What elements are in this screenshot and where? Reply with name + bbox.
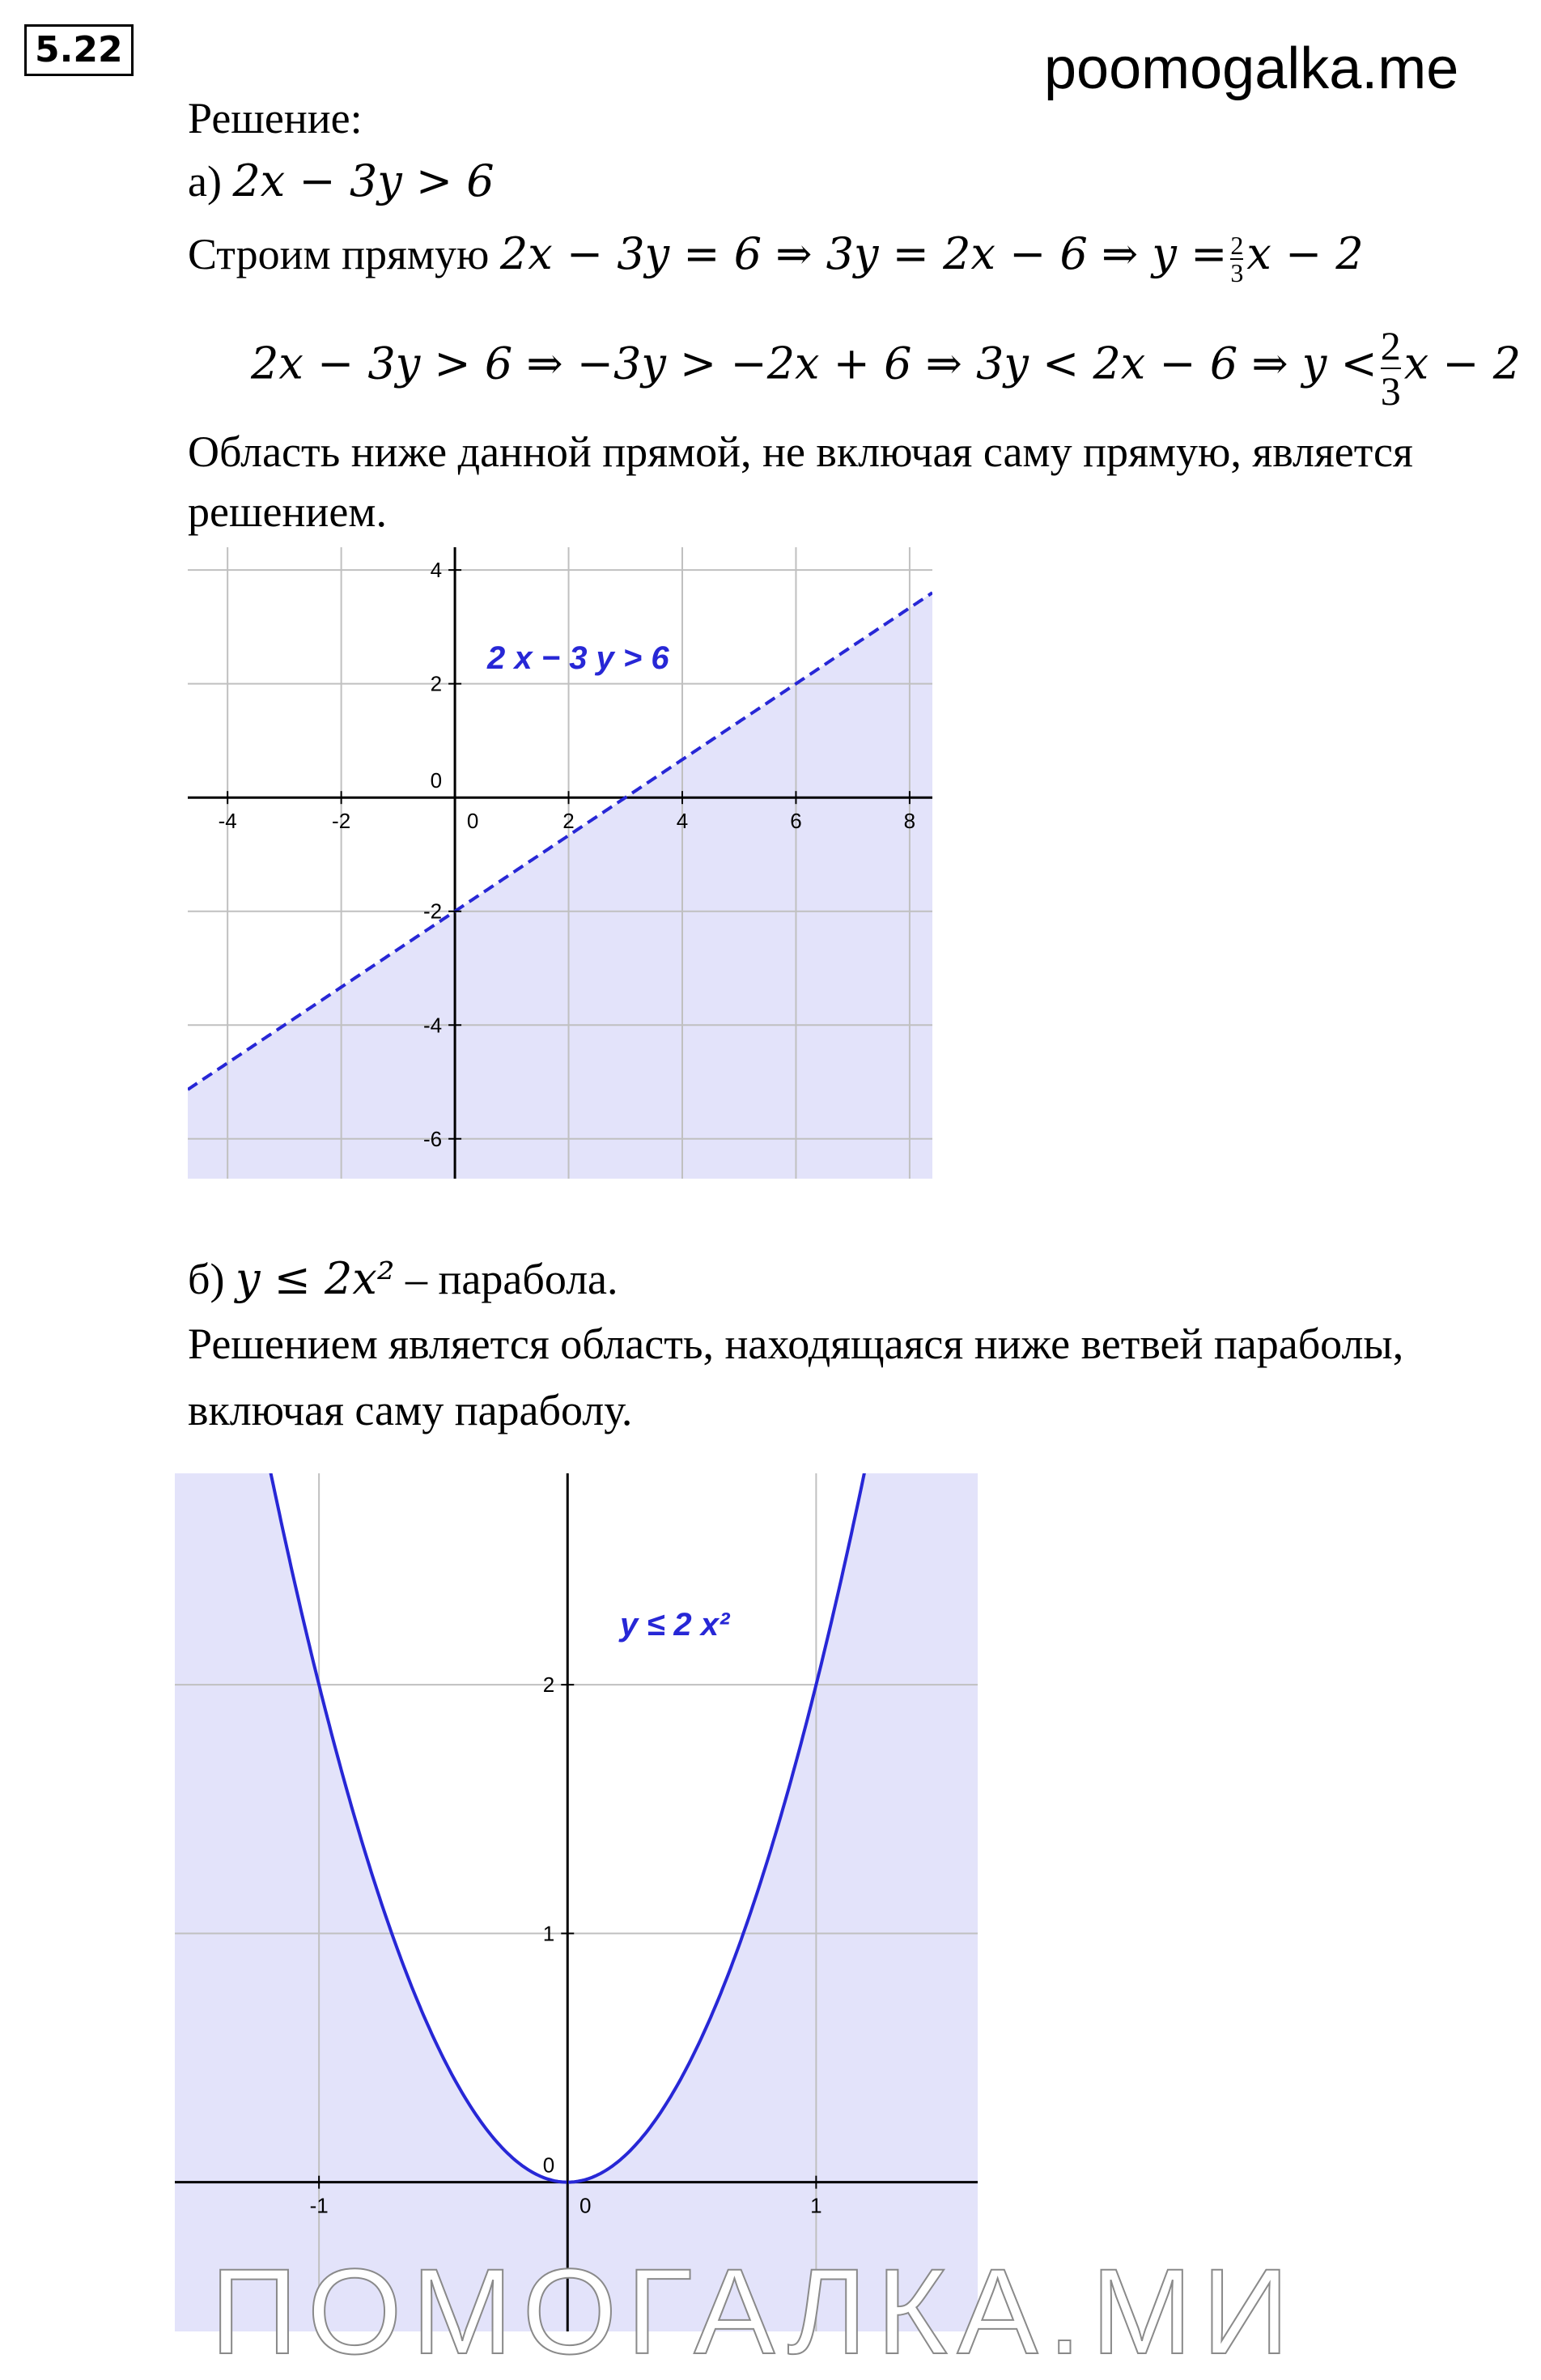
x-tick-label: 0 — [466, 809, 479, 834]
x-tick-label: 8 — [903, 809, 916, 834]
y-tick-label: -6 — [422, 1126, 443, 1151]
line-equation-row — [188, 228, 1364, 286]
x-tick-label: -2 — [332, 809, 351, 834]
chart-a-title: 2 x − 3 y > 6 — [487, 640, 669, 676]
y-tick-label: 1 — [542, 1921, 555, 1946]
line-prefix: Строим прямую — [188, 230, 490, 278]
transform-row — [251, 324, 1521, 413]
part-b-suffix: – парабола. — [405, 1255, 618, 1303]
site-name: poomogalka.me — [1044, 36, 1459, 101]
x-tick-label: 0 — [579, 2193, 592, 2218]
y-tick-label: -4 — [422, 1013, 443, 1038]
y-tick-label: 2 — [430, 671, 443, 696]
conclusion-a-line2: решением. — [188, 487, 387, 536]
x-tick-label: 4 — [676, 809, 689, 834]
x-tick-label: 1 — [810, 2193, 822, 2218]
y-tick-label: 0 — [542, 2153, 555, 2178]
problem-number: 5.22 — [24, 24, 134, 76]
line-equation: 2x − 3y = 6 ⇒ 3y = 2x − 6 ⇒ y = — [499, 228, 1228, 279]
x-tick-label: 2 — [562, 809, 575, 834]
y-tick-label: 0 — [430, 768, 443, 793]
part-a-label: а) — [188, 157, 222, 206]
chart-b-title: y ≤ 2 x² — [620, 1607, 730, 1643]
transform-chain: 2x − 3y > 6 ⇒ −3y > −2x + 6 ⇒ 3y < 2x − 6 ⇒ y < — [251, 338, 1378, 389]
conclusion-b-line1: Решением является область, находящаяся ниже ветвей параболы, — [188, 1320, 1404, 1368]
x-tick-label: 6 — [790, 809, 802, 834]
solution-label: Решение: — [188, 94, 363, 142]
line-equation-tail: x − 2 — [1246, 228, 1364, 279]
transform-tail: x − 2 — [1403, 338, 1522, 389]
chart-b-parabola — [175, 1473, 978, 2331]
watermark: ПОМОГАЛКА.МИ — [210, 2243, 1299, 2379]
fraction-small: $\frac{2}{3}$ — [1230, 230, 1244, 287]
x-tick-label: -1 — [309, 2193, 329, 2218]
chart-a-line — [188, 547, 932, 1179]
y-tick-label: 4 — [430, 558, 443, 583]
part-b-label: б) — [188, 1255, 225, 1303]
part-a-inequality: 2x − 3y > 6 — [232, 155, 495, 206]
y-tick-label: 2 — [542, 1672, 555, 1698]
x-tick-label: -4 — [218, 809, 237, 834]
fraction-big: $\frac{2}{3}$ — [1380, 323, 1401, 414]
conclusion-b-line2: включая саму параболу. — [188, 1386, 633, 1434]
part-a-statement — [188, 155, 495, 207]
part-b-inequality: y ≤ 2x² — [235, 1253, 395, 1304]
part-b-statement — [188, 1253, 618, 1305]
conclusion-a-line1: Область ниже данной прямой, не включая саму прямую, является — [188, 427, 1413, 476]
y-tick-label: -2 — [422, 899, 443, 924]
